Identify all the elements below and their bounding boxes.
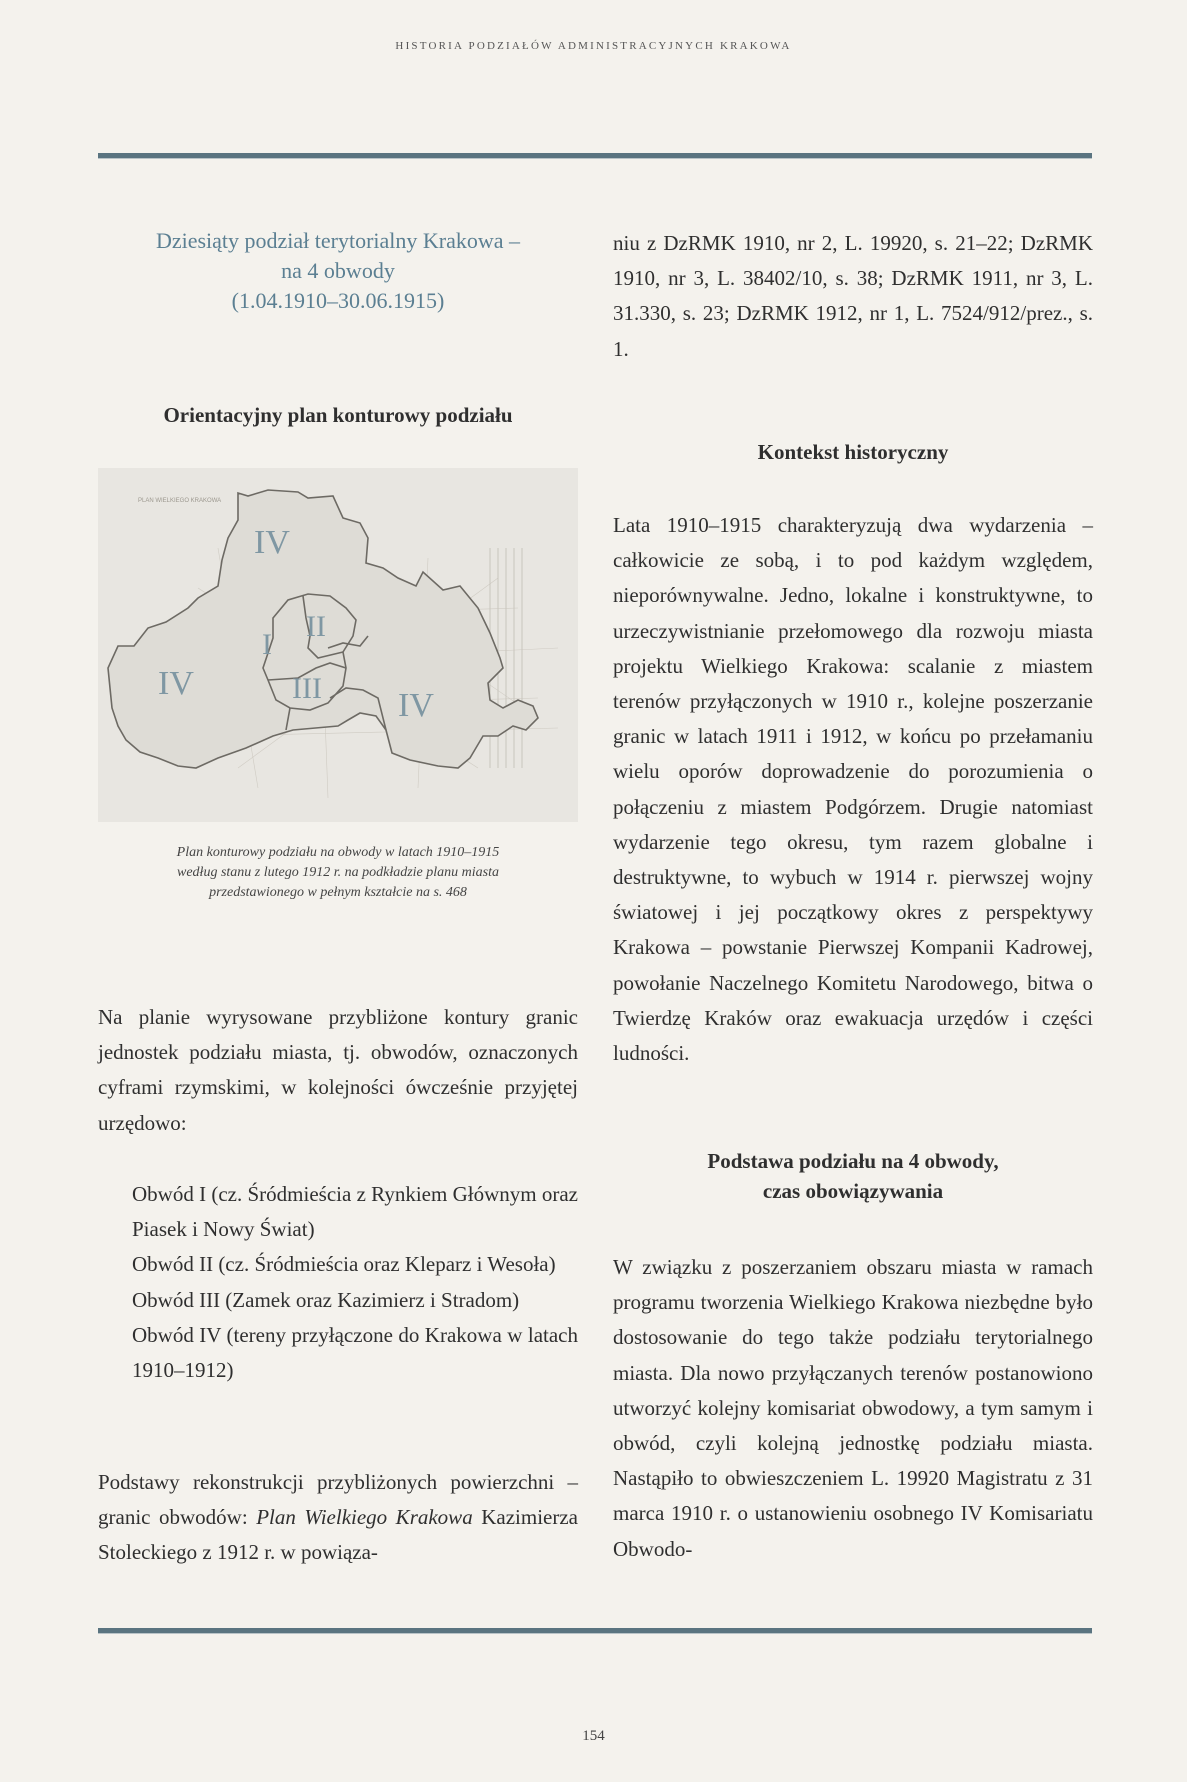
map-caption: [98, 843, 578, 903]
basis-heading-line-1: Podstawa podziału na 4 obwody,: [707, 1149, 999, 1173]
district-list-item: Obwód I (cz. Śródmieścia z Rynkiem Głównym oraz Piasek i Nowy Świat): [132, 1182, 578, 1242]
map-legend: [138, 498, 221, 504]
sources-plan-title: Plan Wielkiego Krakowa: [256, 1505, 473, 1530]
continuation-paragraph: niu z DzRMK 1910, nr 2, L. 19920, s. 21–22; DzRMK 1910, nr 3, L. 38402/10, s. 38; DzRMK 1911, nr 3, L. 31.330, s. 23; DzRMK 1912, nr 1, L. 7524/912/prez., s. 1.: [613, 231, 1093, 361]
district-label-ii: II: [306, 610, 326, 643]
page-number: 154: [582, 1728, 605, 1744]
section-title: [98, 226, 578, 316]
top-rule: [98, 153, 1092, 159]
basis-paragraph: W związku z poszerzaniem obszaru miasta w ramach programu tworzenia Wielkiego Krakowa niezbędne było dostosowanie do tego także podziału terytorialnego miasta. Dla nowo przyłączanych terenów postanowiono utworzyć kolejny komisariat obwodowy, a tym samym i obwód, czyli kolejną jednostkę podziału miasta. Nastąpiło to obwieszczeniem L. 19920 Magistratu z 31 marca 1910 r. o ustanowieniu osobnego IV Komisariatu Obwodo-: [613, 1255, 1093, 1561]
sources-text-before: Podstawy rekonstrukcji przybliżonych powierzchni – granic obwodów:: [98, 1470, 578, 1530]
map-caption-line-2: według stanu z lutego 1912 r. na podkładzie planu miasta: [177, 865, 499, 880]
basis-heading: [613, 1146, 1093, 1206]
district-map: [98, 468, 578, 822]
district-list-item: Obwód III (Zamek oraz Kazimierz i Stradom): [132, 1287, 520, 1312]
context-heading: Kontekst historyczny: [757, 440, 949, 464]
context-paragraph: Lata 1910–1915 charakteryzują dwa wydarzenia – całkowicie ze sobą, i to pod każdym względem, nieporównywalne. Jedno, lokalne i konstruktywne, to urzeczywistnianie przełomowego dla rozwoju miasta projektu Wielkiego Krakowa: scalanie z miastem terenów przyłączonych w 1910 r., kolejne poszerzanie granic w latach 1911 i 1912, w końcu po przełamaniu wielu oporów doprowadzenie do porozumienia o połączeniu z miastem Podgórzem. Drugie natomiast wydarzenie tego okresu, tym razem globalne i destruktywne, to wybuch w 1914 r. pierwszej wojny światowej i jej początkowy okres z perspektywy Krakowa – powstanie Pierwszej Kompanii Kadrowej, powołanie Naczelnego Komitetu Narodowego, bitwa o Twierdzę Kraków oraz ewakuacja urzędów i części ludności.: [613, 513, 1093, 1066]
district-list-item: Obwód II (cz. Śródmieścia oraz Kleparz i Wesoła): [132, 1252, 556, 1277]
map-heading: Orientacyjny plan konturowy podziału: [163, 403, 513, 427]
district-list: [132, 1177, 578, 1388]
bottom-rule: [98, 1628, 1092, 1634]
map-caption-line-1: Plan konturowy podziału na obwody w latach 1910–1915: [176, 845, 500, 860]
district-label-iii: III: [292, 672, 322, 705]
section-title-line-2: na 4 obwody: [281, 258, 395, 283]
district-label-iv-east: IV: [398, 687, 434, 724]
district-label-iv-north: IV: [254, 524, 290, 561]
sources-text-after: Kazimierza Stoleckiego z 1912 r. w powiąza-: [98, 1505, 578, 1565]
sources-paragraph: [98, 1465, 578, 1571]
basis-heading-line-2: czas obowiązywania: [762, 1179, 944, 1203]
district-map-figure: [98, 468, 578, 822]
map-caption-line-3: przedstawionego w pełnym kształcie na s. 468: [209, 885, 467, 900]
district-list-item: Obwód IV (tereny przyłączone do Krakowa w latach 1910–1912): [132, 1322, 578, 1383]
district-label-i: I: [262, 628, 272, 661]
section-title-line-3: (1.04.1910–30.06.1915): [231, 288, 445, 313]
section-title-line-1: Dziesiąty podział terytorialny Krakowa –: [155, 228, 521, 253]
district-label-iv-west: IV: [158, 665, 194, 702]
running-head: HISTORIA PODZIAŁÓW ADMINISTRACYJNYCH KRAKOWA: [395, 40, 792, 52]
map-legend-title: PLAN WIELKIEGO KRAKOWA: [138, 498, 222, 504]
intro-paragraph: Na planie wyrysowane przybliżone kontury granic jednostek podziału miasta, tj. obwodów, oznaczonych cyframi rzymskimi, w kolejności ówcześnie przyjętej urzędowo:: [98, 1005, 578, 1135]
